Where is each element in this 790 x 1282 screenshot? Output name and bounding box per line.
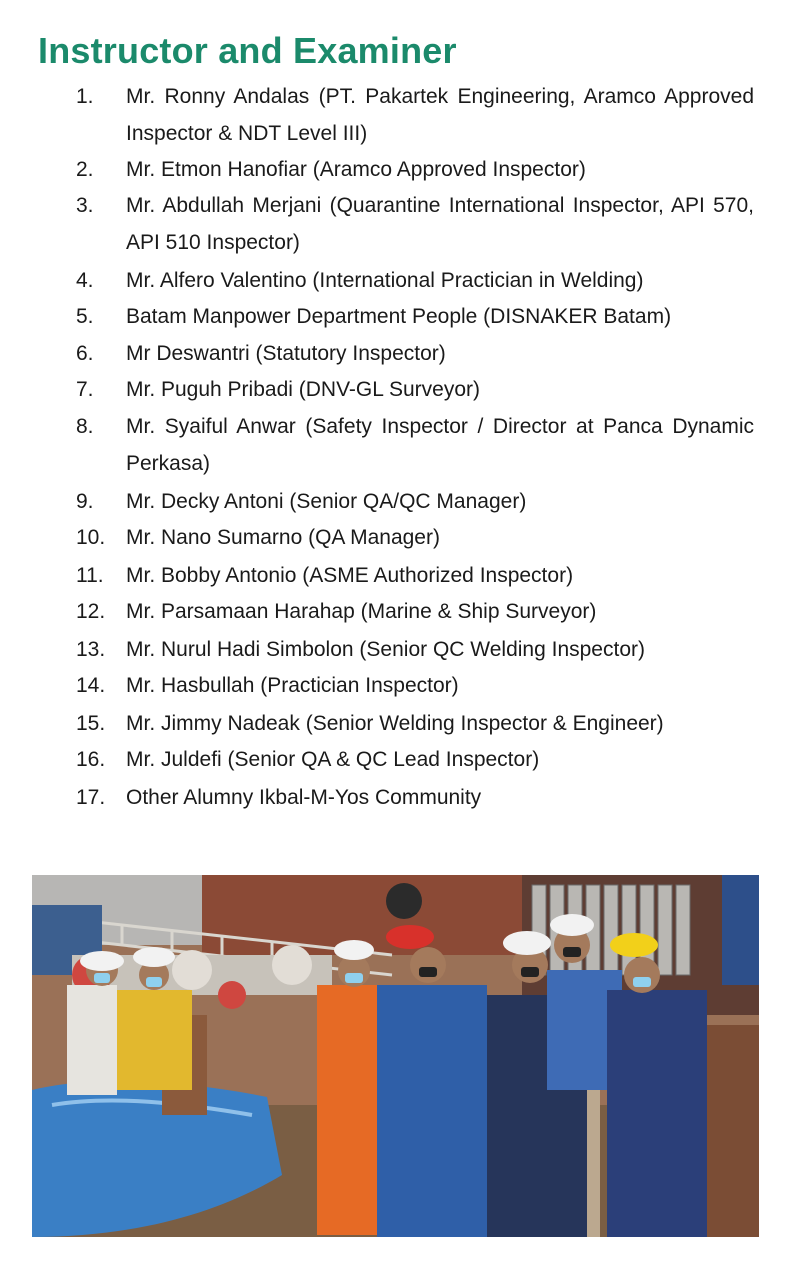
item-number: 8. [76, 415, 94, 438]
item-text: Mr. Etmon Hanofiar (Aramco Approved Inspector) [126, 158, 586, 181]
workshop-photo-illustration [32, 875, 759, 1237]
item-number: 17. [76, 786, 106, 809]
item-number: 13. [76, 638, 106, 661]
item-text: Mr. Puguh Pribadi (DNV-GL Surveyor) [126, 378, 481, 401]
item-text: Mr Deswantri (Statutory Inspector) [126, 342, 446, 365]
item-number: 15. [76, 712, 106, 735]
item-number: 5. [76, 305, 94, 328]
item-text: Mr. Juldefi (Senior QA & QC Lead Inspector) [126, 748, 540, 771]
item-number: 1. [76, 85, 94, 108]
item-text: Batam Manpower Department People (DISNAKER Batam) [126, 305, 672, 328]
item-text: Mr. Decky Antoni (Senior QA/QC Manager) [126, 490, 527, 513]
item-number: 6. [76, 342, 94, 365]
item-text: Mr. Syaiful Anwar (Safety Inspector / Director at Panca Dynamic Perkasa) [126, 415, 754, 475]
item-number: 3. [76, 194, 94, 217]
item-number: 10. [76, 526, 106, 549]
item-number: 14. [76, 674, 106, 697]
item-number: 2. [76, 158, 94, 181]
item-text: Mr. Alfero Valentino (International Practician in Welding) [126, 269, 644, 292]
item-text: Mr. Nurul Hadi Simbolon (Senior QC Welding Inspector) [126, 638, 645, 661]
item-number: 7. [76, 378, 94, 401]
workshop-photo [32, 875, 759, 1237]
item-text: Mr. Ronny Andalas (PT. Pakartek Engineering, Aramco Approved Inspector & NDT Level III) [126, 85, 754, 145]
item-text: Mr. Abdullah Merjani (Quarantine International Inspector, API 570, API 510 Inspector) [126, 194, 754, 254]
item-number: 11. [76, 564, 104, 587]
item-text: Mr. Nano Sumarno (QA Manager) [126, 526, 440, 549]
page-title: Instructor and Examiner [38, 30, 457, 71]
item-number: 16. [76, 748, 106, 771]
item-number: 12. [76, 600, 106, 623]
item-number: 9. [76, 490, 94, 513]
item-text: Mr. Jimmy Nadeak (Senior Welding Inspector & Engineer) [126, 712, 664, 735]
item-text: Mr. Hasbullah (Practician Inspector) [126, 674, 459, 697]
item-number: 4. [76, 269, 94, 292]
item-text: Other Alumny Ikbal-M-Yos Community [126, 786, 482, 809]
item-text: Mr. Parsamaan Harahap (Marine & Ship Surveyor) [126, 600, 597, 623]
item-text: Mr. Bobby Antonio (ASME Authorized Inspector) [126, 564, 574, 587]
